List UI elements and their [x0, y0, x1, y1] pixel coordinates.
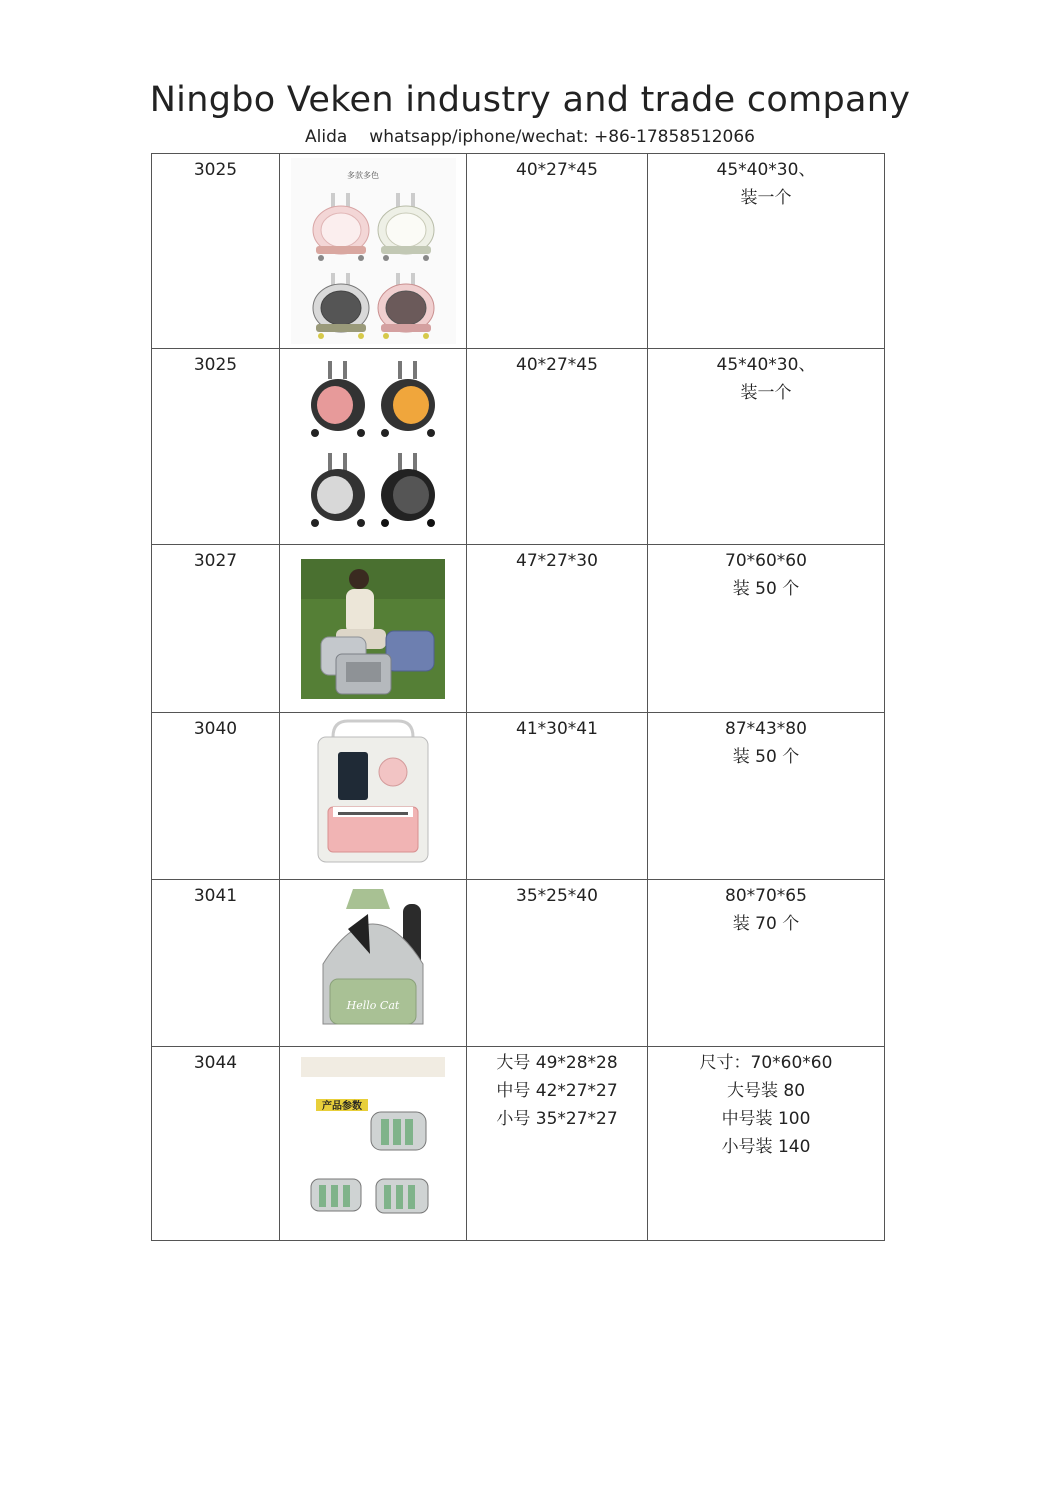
- product-size-cell: [467, 154, 648, 349]
- size-line: 40*27*45: [516, 355, 598, 375]
- size-line: 中号 42*27*27: [496, 1081, 618, 1101]
- table-row: [152, 545, 885, 713]
- packing-line: 80*70*65: [725, 886, 807, 906]
- product-size-cell: [467, 1047, 648, 1241]
- product-table: [151, 153, 885, 1241]
- image-caption: 多款多色: [346, 171, 379, 180]
- carrier-size-parameters-icon: [301, 1057, 445, 1229]
- packing-cell: [648, 545, 885, 713]
- product-size-cell: [467, 713, 648, 880]
- table-row: [152, 1047, 885, 1241]
- product-size-cell: [467, 545, 648, 713]
- packing-line: 87*43*80: [725, 719, 807, 739]
- product-image-cell: [280, 545, 467, 713]
- product-code: 3025: [152, 349, 280, 545]
- product-code: 3040: [152, 713, 280, 880]
- size-line: 47*27*30: [516, 551, 598, 571]
- table-row: [152, 713, 885, 880]
- size-line: 40*27*45: [516, 160, 598, 180]
- packing-line: 45*40*30、: [716, 355, 816, 375]
- product-size-cell: [467, 880, 648, 1047]
- page-title: Ningbo Veken industry and trade company: [149, 80, 911, 120]
- table-row: [152, 154, 885, 349]
- size-line: 41*30*41: [516, 719, 598, 739]
- packing-line: 装 50 个: [732, 747, 800, 767]
- product-image-cell: [280, 880, 467, 1047]
- product-image-cell: [280, 713, 467, 880]
- packing-cell: [648, 154, 885, 349]
- packing-line: 小号装 140: [721, 1137, 811, 1157]
- product-image-cell: [280, 1047, 467, 1241]
- product-image-cell: [280, 154, 467, 349]
- packing-cell: [648, 880, 885, 1047]
- table-row: [152, 880, 885, 1047]
- size-line: 35*25*40: [516, 886, 598, 906]
- packing-line: 70*60*60: [725, 551, 807, 571]
- image-caption: 产品参数: [322, 1101, 362, 1112]
- product-size-cell: [467, 349, 648, 545]
- product-code: 3044: [152, 1047, 280, 1241]
- green-hello-cat-backpack-icon: [308, 884, 438, 1036]
- size-line: 大号 49*28*28: [496, 1053, 618, 1073]
- packing-line: 大号装 80: [726, 1081, 806, 1101]
- packing-line: 装一个: [740, 383, 792, 403]
- packing-line: 45*40*30、: [716, 160, 816, 180]
- product-code: 3041: [152, 880, 280, 1047]
- packing-line: 尺寸：70*60*60: [699, 1053, 833, 1073]
- size-line: 小号 35*27*27: [496, 1109, 618, 1129]
- colored-bubble-trolley-carriers-icon: [303, 353, 443, 535]
- contact-name: Alida: [305, 127, 348, 147]
- image-caption: Hello Cat: [346, 999, 400, 1012]
- clear-bubble-trolley-carriers-icon: [291, 158, 456, 344]
- product-code: 3027: [152, 545, 280, 713]
- packing-line: 中号装 100: [721, 1109, 811, 1129]
- table-row: [152, 349, 885, 545]
- product-code: 3025: [152, 154, 280, 349]
- packing-cell: [648, 713, 885, 880]
- woman-with-carrier-bags-photo: [301, 559, 445, 699]
- contact-line: [0, 127, 1060, 147]
- contact-info: whatsapp/iphone/wechat: +86-17858512066: [369, 127, 755, 147]
- packing-line: 装 70 个: [732, 914, 800, 934]
- product-image-cell: [280, 349, 467, 545]
- packing-line: 装一个: [740, 188, 792, 208]
- packing-cell: [648, 349, 885, 545]
- packing-cell: [648, 1047, 885, 1241]
- pink-window-backpack-icon: [308, 717, 438, 867]
- packing-line: 装 50 个: [732, 579, 800, 599]
